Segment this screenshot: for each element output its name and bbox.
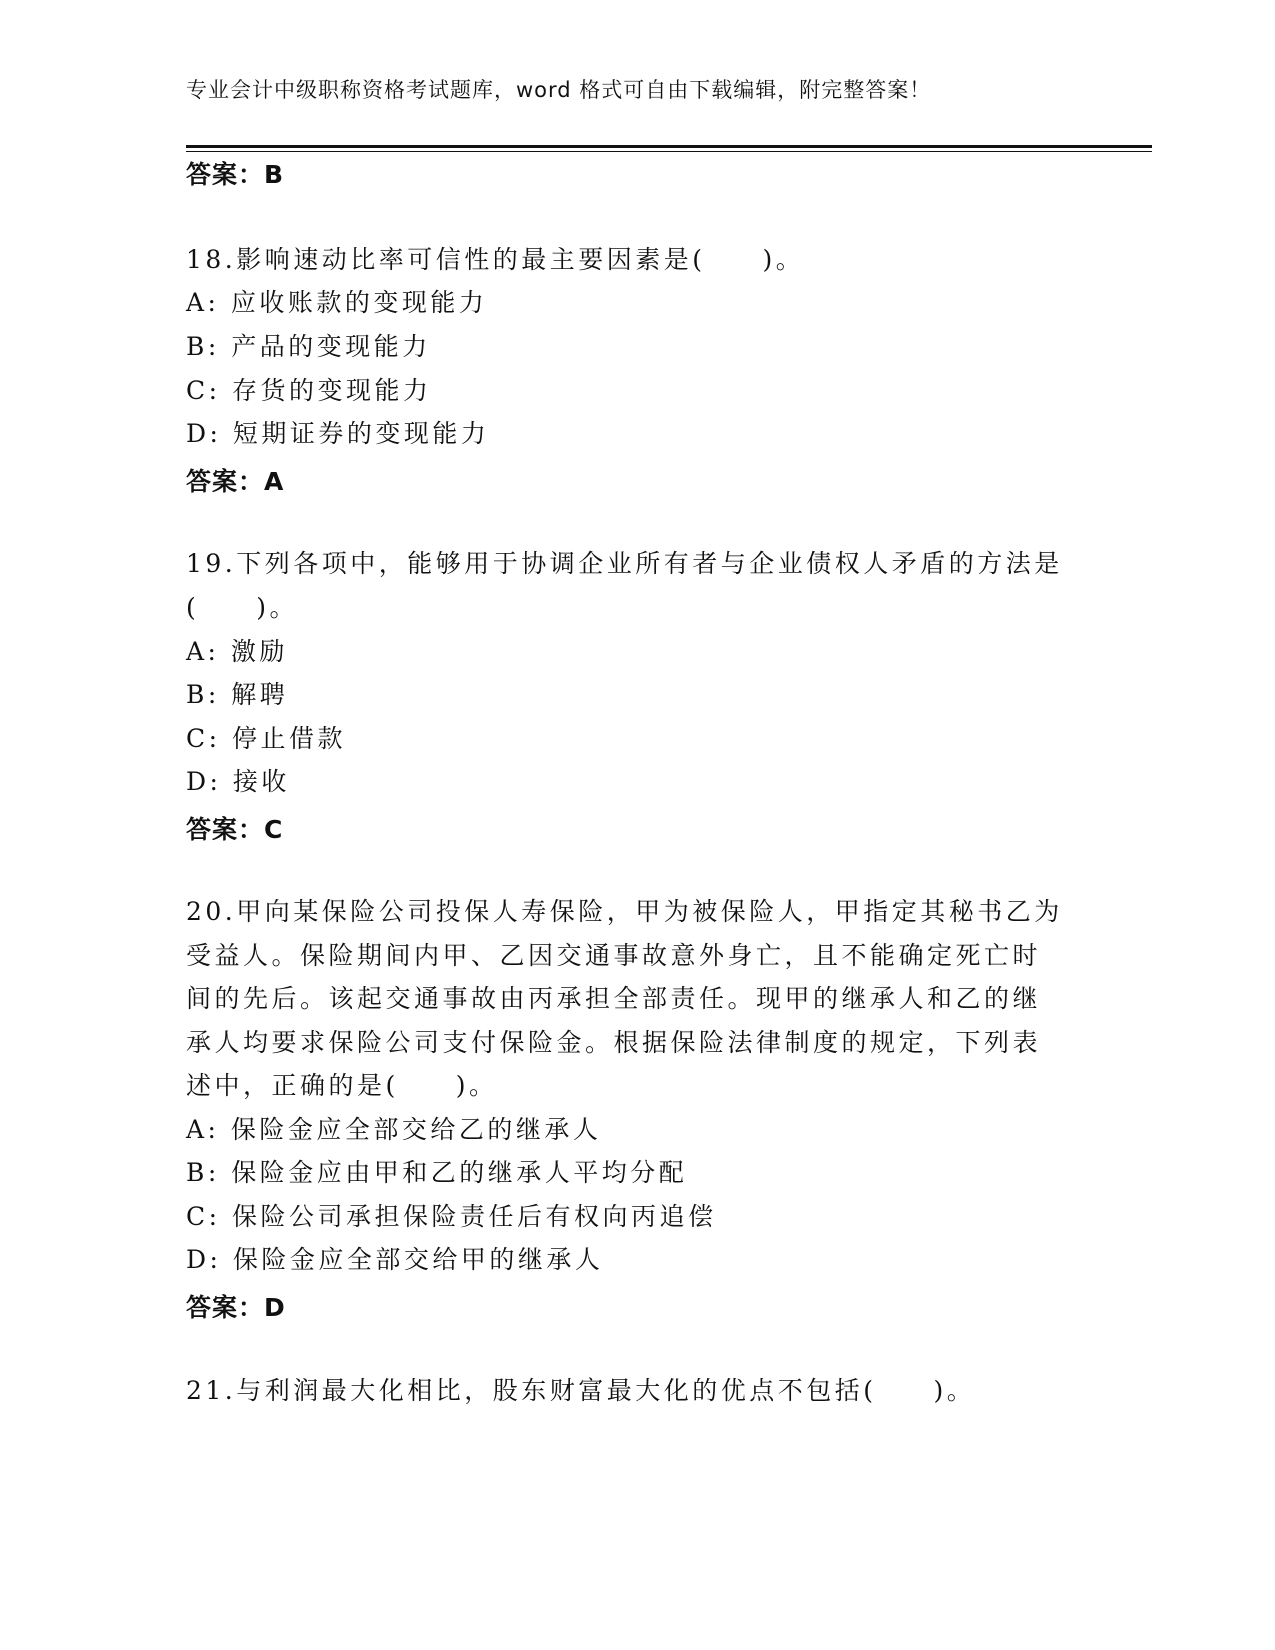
question-19-option-d: D: 接收 [186, 767, 290, 796]
question-18-option-a: A: 应收账款的变现能力 [186, 288, 488, 317]
question-20-stem-line-4: 承人均要求保险公司支付保险金。根据保险法律制度的规定，下列表 [186, 1028, 1042, 1057]
question-20-option-d: D: 保险金应全部交给甲的继承人 [186, 1245, 604, 1274]
page-header: 专业会计中级职称资格考试题库，word 格式可自由下载编辑，附完整答案！ [186, 78, 932, 102]
question-20-option-a: A: 保险金应全部交给乙的继承人 [186, 1115, 602, 1144]
question-20-stem-line-5: 述中，正确的是( )。 [186, 1071, 498, 1100]
question-19-stem-line-2: ( )。 [186, 593, 299, 622]
question-18-option-b: B: 产品的变现能力 [186, 332, 431, 361]
question-20-stem-line-1: 20.甲向某保险公司投保人寿保险，甲为被保险人，甲指定其秘书乙为 [186, 897, 1063, 926]
question-18-option-d: D: 短期证券的变现能力 [186, 419, 490, 448]
question-20-answer: 答案：D [186, 1293, 286, 1322]
answer-17: 答案：B [186, 160, 285, 189]
question-19-option-c: C: 停止借款 [186, 724, 346, 753]
question-20-option-c: C: 保险公司承担保险责任后有权向丙追偿 [186, 1202, 717, 1231]
question-19-stem-line-1: 19.下列各项中，能够用于协调企业所有者与企业债权人矛盾的方法是 [186, 549, 1063, 578]
header-rule-thick [186, 145, 1152, 148]
question-18-answer: 答案：A [186, 467, 285, 496]
question-20-option-b: B: 保险金应由甲和乙的继承人平均分配 [186, 1158, 688, 1187]
question-18-option-c: C: 存货的变现能力 [186, 376, 432, 405]
question-18-stem: 18.影响速动比率可信性的最主要因素是( )。 [186, 245, 805, 274]
question-19-option-b: B: 解聘 [186, 680, 289, 709]
question-21-stem: 21.与利润最大化相比，股东财富最大化的优点不包括( )。 [186, 1376, 976, 1405]
question-19-option-a: A: 激励 [186, 637, 288, 666]
question-20-stem-line-3: 间的先后。该起交通事故由丙承担全部责任。现甲的继承人和乙的继 [186, 984, 1042, 1013]
question-19-answer: 答案：C [186, 815, 284, 844]
header-rule-thin [186, 151, 1152, 152]
question-20-stem-line-2: 受益人。保险期间内甲、乙因交通事故意外身亡，且不能确定死亡时 [186, 941, 1042, 970]
